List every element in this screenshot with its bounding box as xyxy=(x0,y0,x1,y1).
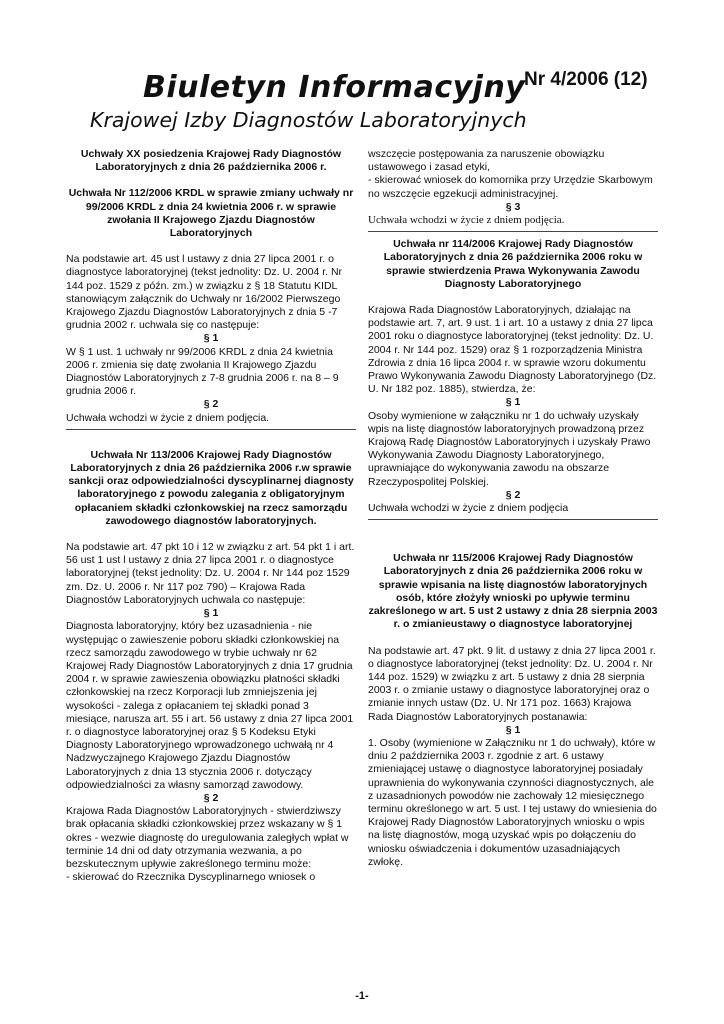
bulletin-subtitle: Krajowej Izby Diagnostów Laboratoryjnych xyxy=(90,108,527,132)
paragraph-mark: § 1 xyxy=(203,607,219,620)
resolution-112-preamble: Na podstawie art. 45 ust l ustawy z dnia 27 lipca 2001 r. o diagnostyce laboratoryjnej (tekst jednolity: Dz. U. 2004 r. Nr 144 poz. 1529 z późn. zm.) w związku z § 18 Statutu KIDL stanowiącym załącznik do Uchwały nr 16/2002 Pierwszego Krajowego Zjazdu Diagnostów Laboratoryjnych z dnia 5 -7 grudnia 2002 r. uchwala się co następuje: xyxy=(66,253,343,332)
paragraph-mark: § 1 xyxy=(505,396,521,409)
paragraph-mark: § 1 xyxy=(203,332,219,345)
resolution-112-title: Uchwała Nr 112/2006 KRDL w sprawie zmiany uchwały nr 99/2006 KRDL z dnia 24 kwietnia 2006 r. w sprawie zwołania II Krajowego Zjazdu Diagnostów Laboratoryjnych xyxy=(68,187,354,240)
paragraph-mark: § 2 xyxy=(505,488,521,501)
paragraph-mark: § 3 xyxy=(505,200,521,213)
page-number: -1- xyxy=(355,990,369,1002)
left-column xyxy=(66,148,356,884)
section-divider xyxy=(368,231,658,232)
bulletin-title: Biuletyn Informacyjny xyxy=(143,70,526,105)
resolution-113-title: Uchwała Nr 113/2006 Krajowej Rady Diagnostów Laboratoryjnych z dnia 26 października 2006 r.w sprawie sankcji oraz odpowiedzialności dyscyplinarnej diagnosty laboratoryjnego z powodu zalegania z obligatoryjnym opłacaniem składki członkowskiej na rzecz samorządu zawodowego diagnostów laboratoryjnych. xyxy=(68,448,354,527)
resolution-113-s2-text: Krajowa Rada Diagnostów Laboratoryjnych - stwierdziwszy brak opłacania składki członkowskiej przez wskazany w § 1 okres - wezwie diagnostę do uregulowania zaległych wpłat w terminie 14 dni od daty otrzymania wezwania, a po bezskutecznym upływie zakreślonego terminu może: xyxy=(66,805,349,870)
resolution-112-s2-text: Uchwała wchodzi w życie z dniem podjęcia. xyxy=(66,411,270,424)
resolution-114-preamble: Krajowa Rada Diagnostów Laboratoryjnych, działając na podstawie art. 7, art. 9 ust. 1 i art. 10 a ustawy z dnia 27 lipca 2001 roku o diagnostyce laboratoryjnej (tekst jednolity: Dz. U. 2004 r. Nr 144 poz. 1529) oraz § 1 rozporządzenia Ministra Zdrowia z dnia 16 lipca 2004 r. w sprawie wzoru dokumentu Prawo Wykonywania Zawodu Diagnosty Laboratoryjnego (Dz. U. Nr 182 poz. 1885), stwierdza, że: xyxy=(368,304,657,396)
paragraph-mark: § 2 xyxy=(203,791,219,804)
paragraph-mark: § 2 xyxy=(203,398,219,411)
issue-number: Nr 4/2006 (12) xyxy=(524,69,648,90)
resolution-114-s2-text: Uchwała wchodzi w życie z dniem podjęcia xyxy=(368,502,569,515)
continuation-text-2: - skierować wniosek do komornika przy Urzędzie Skarbowym no wszczęcie egzekucji administracyjnej. xyxy=(368,174,653,200)
paragraph-mark: § 1 xyxy=(505,723,521,736)
resolution-113-s2-item: - skierować do Rzecznika Dyscyplinarnego wniosek o xyxy=(66,871,316,884)
resolution-115-title: Uchwała nr 115/2006 Krajowej Rady Diagnostów Laboratoryjnych z dnia 26 października 2006 roku w sprawie wpisania na listę diagnostów laboratoryjnych osób, które złożyły wnioski po upływie terminu zakreślonego w art. 5 ust 2 ustawy z dnia 28 sierpnia 2003 r. o zmianieustawy o diagnostyce laboratoryjnej xyxy=(368,552,658,631)
resolution-112-s1-text: W § 1 ust. 1 uchwały nr 99/2006 KRDL z dnia 24 kwietnia 2006 r. zmienia się datę zwołania II Krajowego Zjazdu Diagnostów Laboratoryjnych z 7-8 grudnia 2006 r. na 8 – 9 grudnia 2006 r. xyxy=(66,345,339,398)
resolution-114-title: Uchwała nr 114/2006 Krajowej Rady Diagnostów Laboratoryjnych z dnia 26 października 2006 roku w sprawie stwierdzenia Prawa Wykonywania Zawodu Diagnosty Laboratoryjnego xyxy=(383,238,643,290)
resolution-113-preamble: Na podstawie art. 47 pkt 10 i 12 w związku z art. 54 pkt 1 i art. 56 ust 1 ust l ustawy z dnia 27 lipca 2001 r. o diagnostyce laboratoryjnej (tekst jednolity: Dz. U. 2004 r. Nr 144 poz 1529 zm. Dz. U. 2006 r. Nr 117 poz 790) – Krajowa Rada Diagnostów Laboratoryjnych uchwala co następuje: xyxy=(66,541,355,606)
resolution-113-s1-text: Diagnosta laboratoryjny, który bez uzasadnienia - nie występując o zawieszenie poboru składki członkowskiej na rzecz samorządu zawodowego w trybie uchwały nr 62 Krajowej Rady Diagnostów Laboratoryjnych z dnia 17 grudnia 2004 r. w sprawie zawieszenia obowiązku płatności składki członkowskiej na rzecz Korporacji lub zmniejszenia jej wysokości - zalega z opłacaniem tej składki ponad 3 miesiące, narusza art. 55 i art. 56 ustawy z dnia 27 lipca 2001 r. o diagnostyce laboratoryjnej oraz § 5 Kodeksu Etyki Diagnosty Laboratoryjnego wprowadzonego uchwałą nr 4 Nadzwyczajnego Krajowego Zjazdu Diagnostów Laboratoryjnych z dnia 13 stycznia 2006 r. dotyczący odpowiedzialności za własny samorząd zawodowy. xyxy=(66,620,354,791)
resolution-113-s3-text: Uchwała wchodzi w życie z dniem podjęcia. xyxy=(368,214,565,227)
session-heading: Uchwały XX posiedzenia Krajowej Rady Diagnostów Laboratoryjnych z dnia 26 października 2006 r. xyxy=(80,148,342,174)
resolution-114-s1-text: Osoby wymienione w załączniku nr 1 do uchwały uzyskały wpis na listę diagnostów laboratoryjnych prowadzoną przez Krajową Radę Diagnostów Laboratoryjnych i uzyskały Prawo Wykonywania Zawodu Diagnosty Laboratoryjnego, uprawniające do wykonywania zawodu na obszarze Rzeczypospolitej Polskiej. xyxy=(368,409,651,488)
section-divider xyxy=(66,429,356,430)
right-column xyxy=(368,148,658,869)
continuation-text-1: wszczęcie postępowania za naruszenie obowiązku ustawowego i zasad etyki, xyxy=(368,148,605,174)
section-divider xyxy=(368,519,658,520)
resolution-115-s1-text: 1. Osoby (wymienione w Załączniku nr 1 do uchwały), które w dniu 2 października 2003 r. zgodnie z art. 6 ustawy zmieniającej ustawę o diagnostyce laboratoryjnej posiadały uprawnienia do wykonywania czynności diagnostycznych, ale z uzasadnionych powodów nie zachowały 12 miesięcznego terminu określonego w art. 5 ust. I tej ustawy do wniesienia do Krajowej Rady Diagnostów Laboratoryjnych wniosku o wpis na listę diagnostów, mogą uzyskać wpis po dołączeniu do wniosku oświadczenia i dokumentów uzasadniających zwłokę. xyxy=(368,736,657,868)
resolution-115-preamble: Na podstawie art. 47 pkt. 9 lit. d ustawy z dnia 27 lipca 2001 r. o diagnostyce laboratoryjnej (tekst jednolity: Dz. U. 2004 r. Nr 144 poz. 1529) w związku z art. 5 ustawy z dnia 28 sierpnia 2003 r. o zmianie ustawy o diagnostyce laboratoryjnej oraz o zmianie innych ustaw (Dz. U. Nr 171 poz. 1663) Krajowa Rada Diagnostów Laboratoryjnych postanawia: xyxy=(368,644,656,723)
